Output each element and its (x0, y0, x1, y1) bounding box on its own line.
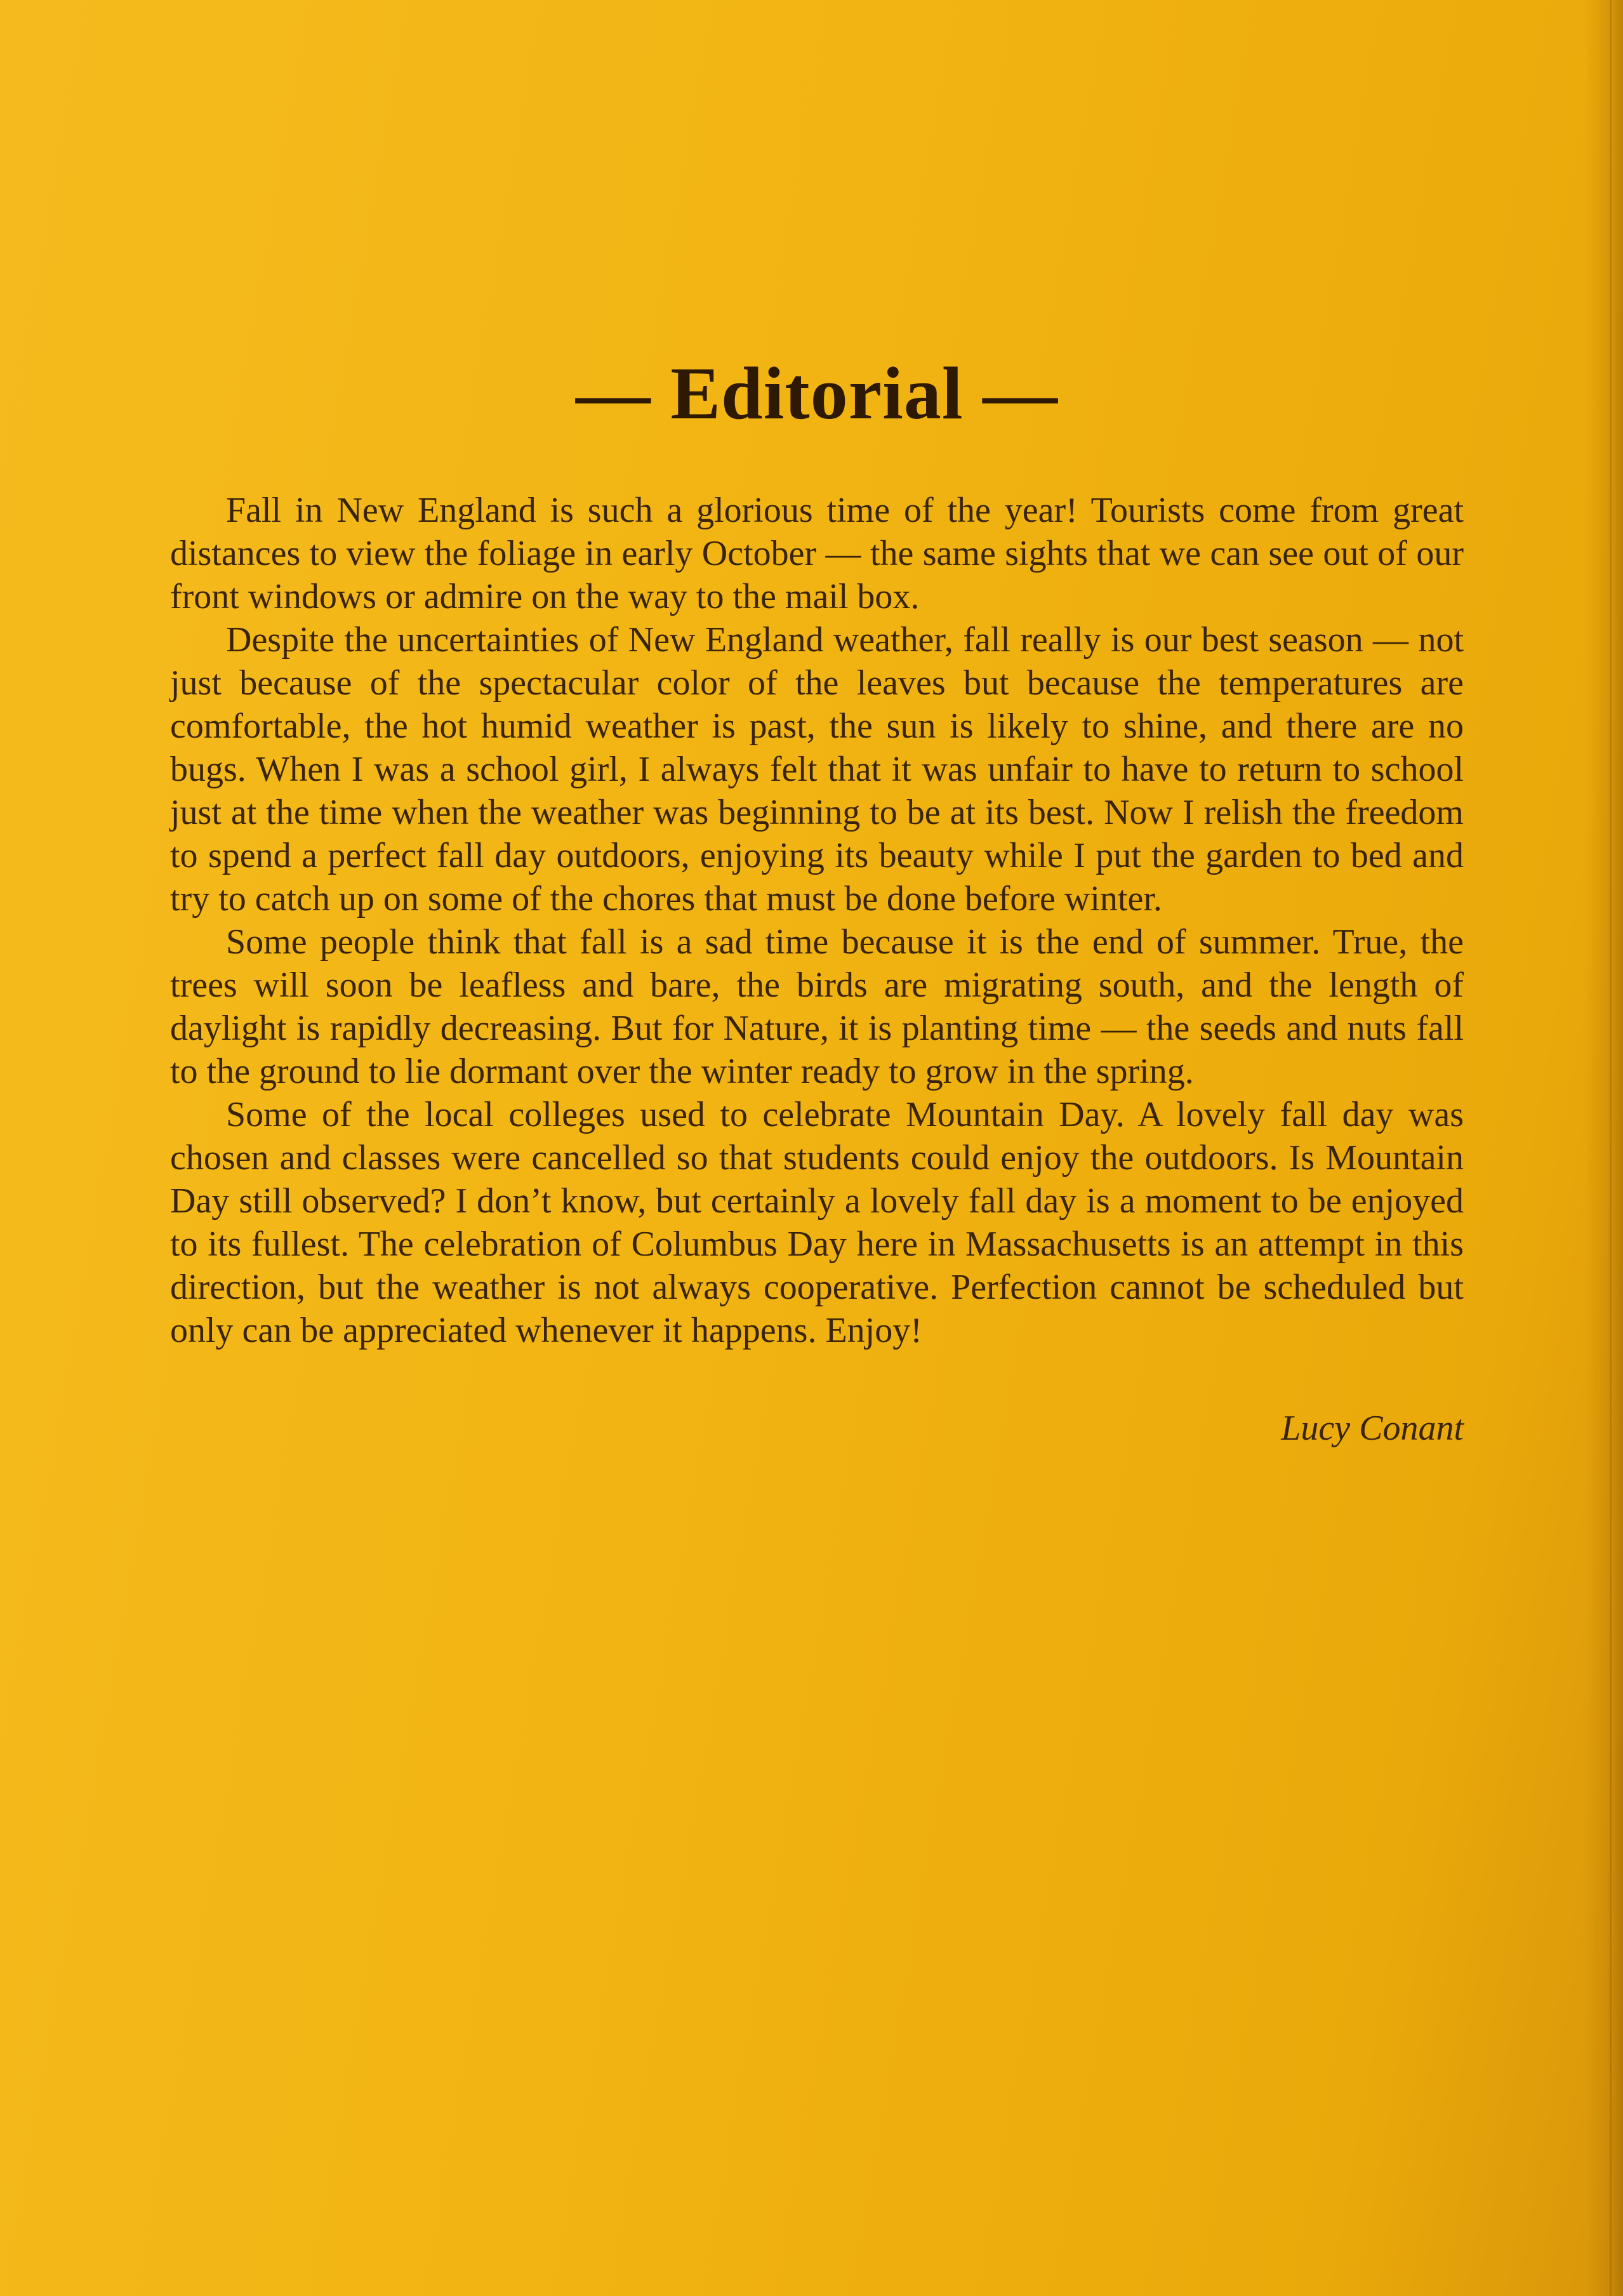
editorial-body (170, 489, 1464, 1352)
paragraph-2: Despite the uncertainties of New England weather, fall really is our best season — not just because of the spectacular color of the leaves but because the temperatures are comfortable, the hot humid weather is past, the sun is likely to shine, and there are no bugs. When I was a school girl, I always felt that it was unfair to have to return to school just at the time when the weather was beginning to be at its best. Now I relish the freedom to spend a perfect fall day outdoors, enjoying its beauty while I put the garden to bed and try to catch up on some of the chores that must be done before winter. (170, 620, 1464, 919)
page-edge-shadow (1585, 0, 1623, 2296)
paragraph-1: Fall in New England is such a glorious time of the year! Tourists come from great distances to view the foliage in early October — the same sights that we can see out of our front windows or admire on the way to the mail box. (170, 490, 1464, 616)
page-edge-line (1610, 0, 1612, 2296)
author-signature: Lucy Conant (1281, 1408, 1464, 1448)
paragraph-3: Some people think that fall is a sad time because it is the end of summer. True, the trees will soon be leafless and bare, the birds are migrating south, and the length of daylight is rapidly decreasing. But for Nature, it is planting time — the seeds and nuts fall to the ground to lie dormant over the winter ready to grow in the spring. (170, 922, 1464, 1091)
editorial-article (170, 352, 1464, 1450)
paragraph-4: Some of the local colleges used to celebrate Mountain Day. A lovely fall day was chosen and classes were cancelled so that students could enjoy the outdoors. Is Mountain Day still observed? I don’t know, but certainly a lovely fall day is a moment to be enjoyed to its fullest. The celebration of Columbus Day here in Massachusetts is an attempt in this direction, but the weather is not always cooperative. Perfection cannot be scheduled but only can be appreciated whenever it happens. Enjoy! (170, 1094, 1464, 1350)
editorial-title: — Editorial — (575, 352, 1059, 435)
